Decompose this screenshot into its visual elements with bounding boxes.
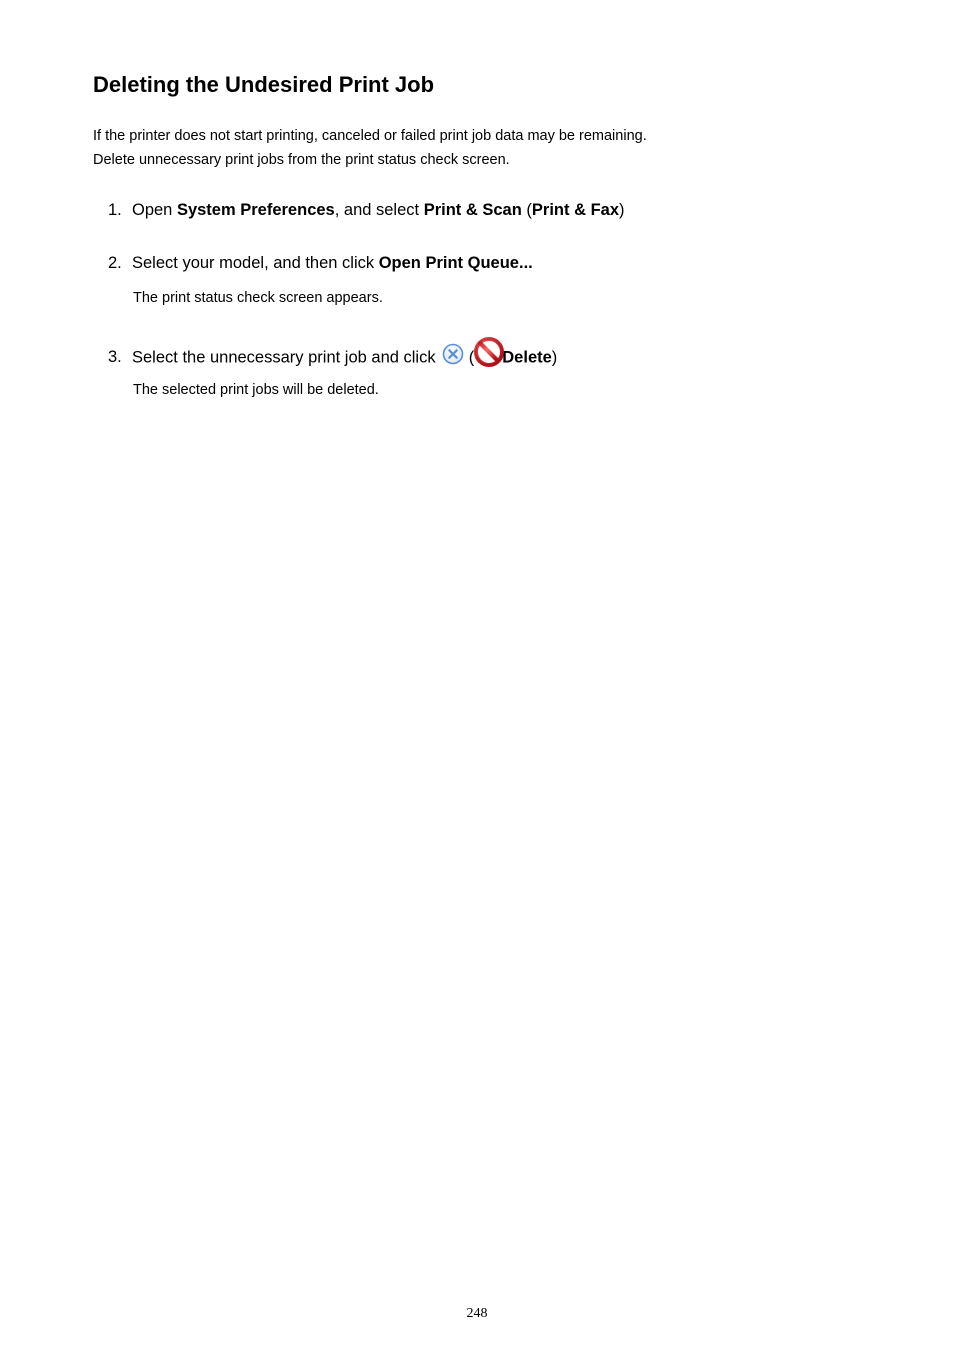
step-3-text-a: Select the unnecessary print job and click xyxy=(132,348,441,367)
step-1-print-fax: Print & Fax xyxy=(531,201,620,219)
step-3 xyxy=(108,343,557,373)
page-title: Deleting the Undesired Print Job xyxy=(93,72,435,97)
step-3-number: 3. xyxy=(108,348,122,367)
step-1 xyxy=(108,198,625,222)
step-2-number: 2. xyxy=(108,254,122,272)
cancel-job-icon xyxy=(442,343,464,365)
intro-paragraph xyxy=(93,124,647,172)
page-number: 248 xyxy=(466,1306,488,1321)
intro-line-2: Delete unnecessary print jobs from the print status check screen. xyxy=(93,152,510,168)
step-1-text-a: Open xyxy=(132,201,177,219)
step-1-print-scan: Print & Scan xyxy=(423,201,522,219)
step-2-text-a: Select your model, and then click xyxy=(132,254,379,272)
step-3-delete-label: Delete xyxy=(502,348,552,367)
intro-line-1: If the printer does not start printing, canceled or failed print job data may be remaining. xyxy=(93,128,647,144)
step-3-note: The selected print jobs will be deleted. xyxy=(133,382,379,398)
delete-prohibited-icon xyxy=(474,337,504,367)
step-1-number: 1. xyxy=(108,201,122,219)
step-2-note: The print status check screen appears. xyxy=(133,290,383,306)
step-1-text-c: ( xyxy=(521,201,532,219)
step-1-system-preferences: System Preferences xyxy=(176,201,335,219)
step-1-text-b: , and select xyxy=(334,201,424,219)
step-3-paren-open: ( xyxy=(464,348,475,367)
step-1-text-d: ) xyxy=(619,201,625,219)
step-2 xyxy=(108,251,533,275)
step-3-paren-close: ) xyxy=(551,348,558,367)
step-2-open-print-queue: Open Print Queue... xyxy=(378,254,533,272)
